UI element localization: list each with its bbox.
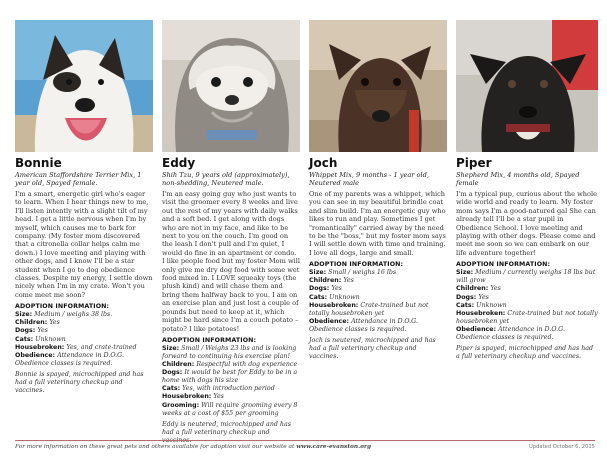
adoption-info-row bbox=[162, 393, 300, 401]
adoption-info-row bbox=[162, 402, 300, 418]
pet-name: Eddy bbox=[162, 156, 196, 170]
info-label: Obedience: bbox=[15, 351, 56, 359]
joch-photo bbox=[309, 20, 447, 152]
adoption-info-row bbox=[309, 285, 447, 293]
info-value: Yes bbox=[213, 393, 224, 401]
info-value: Yes bbox=[343, 277, 354, 285]
pet-bio: I'm a typical pup, curious about the whole wide world and ready to learn. My foster mom says I'm a good-natured gal She can already tell I'll be a star pupil in Obedience School. I love meeting and playing with other dogs. Please come and meet me soon so we can embark on our life adventure together! bbox=[456, 190, 597, 257]
info-value: Respectful with dog experience bbox=[196, 361, 298, 369]
info-label: Size: bbox=[309, 269, 327, 277]
eddy-photo bbox=[162, 20, 300, 152]
adoption-info-row bbox=[15, 352, 153, 368]
adoption-info-row bbox=[15, 336, 153, 344]
pet-card-piper bbox=[456, 20, 598, 361]
bonnie-photo bbox=[15, 20, 153, 152]
pet-note: Bonnie is spayed, microchipped and has had a full veterinary checkup and vaccines. bbox=[15, 370, 144, 395]
info-label: Cats: bbox=[456, 301, 475, 309]
adoption-info-heading: ADOPTION INFORMATION: bbox=[162, 336, 257, 344]
info-label: Housebroken: bbox=[15, 343, 65, 351]
adoption-info-row bbox=[456, 285, 598, 293]
adoption-info-row bbox=[15, 344, 153, 352]
pet-bio: One of my parents was a whippet, which you can see in my beautiful brindle coat and slim build. I'm an energetic guy who likes to run and play. Sometimes I get "romantically" carried away by the need to be the "boss," but my foster mom says I will settle down with time and training. I love all dogs, large and small. bbox=[309, 190, 446, 257]
info-label: Obedience: bbox=[309, 317, 350, 325]
info-label: Dogs: bbox=[456, 293, 477, 301]
info-value: Medium / currently weighs 18 lbs but will grow bbox=[456, 269, 596, 285]
info-label: Size: bbox=[456, 269, 474, 277]
pet-card-eddy bbox=[162, 20, 300, 445]
info-label: Housebroken: bbox=[309, 301, 359, 309]
footer-divider bbox=[15, 440, 595, 441]
info-value: Small / weighs 16 lbs bbox=[328, 269, 397, 277]
info-value: Attendance in D.O.G. Obedience classes is required. bbox=[15, 351, 124, 367]
info-value: Yes bbox=[490, 285, 501, 293]
adoption-info-row bbox=[456, 269, 598, 285]
adoption-info-row bbox=[309, 269, 447, 277]
info-label: Dogs: bbox=[162, 369, 183, 377]
pet-bio: I'm an easy going guy who just wants to visit the groomer every 8 weeks and live out the rest of my years with daily walks and a soft bed. I get along with dogs who are not in my face, and like to be next to you on the couch. I'm good on the leash I don't pull and I'm quiet, I would do fine in an apartment or condo. I like people food but my foster Mom will only give me dry dog food with some wet food mixed in. I LOVE squeaky toys (the plush kind) and will chase them and bring them halfway back to you. I am on an exercise plan and just lost a couple of pounds but need to keep at it, which might be hard since I'm a couch potato – potato? I like potatoes! bbox=[162, 190, 300, 333]
footer-message: For more information on these great pets and others available for adoption visit our website at bbox=[15, 444, 295, 450]
piper-photo bbox=[456, 20, 598, 152]
pet-card-bonnie bbox=[15, 20, 153, 395]
pet-listing bbox=[15, 20, 598, 436]
info-label: Housebroken: bbox=[162, 393, 212, 401]
adoption-info-row bbox=[162, 385, 300, 393]
info-value: It would be best for Eddy to be in a home with dogs his size bbox=[162, 369, 298, 385]
pet-breed: Shepherd Mix, 4 months old, Spayed female bbox=[456, 171, 580, 187]
pet-bio: I'm a smart, energetic girl who's eager to learn. When I hear things new to me, I'll listen intently with a slight tilt of my head. I get a little nervous when I'm by myself, which causes me to bark for company. (My foster mom discovered that a citronella collar helps calm me down.) I love meeting and playing with other dogs, and I know I'll be a star student when I go to dog obedience classes. Despite my energy, I settle down nicely when I'm in my crate. Won't you come meet me soon? bbox=[15, 190, 153, 299]
adoption-info-heading: ADOPTION INFORMATION: bbox=[309, 261, 404, 269]
info-label: Cats: bbox=[162, 385, 181, 393]
adoption-info-row bbox=[456, 294, 598, 302]
pet-breed: Shih Tzu, 9 years old (approximately), non-shedding, Neutered male. bbox=[162, 171, 290, 187]
adoption-info-heading: ADOPTION INFORMATION: bbox=[15, 303, 110, 311]
pet-breed: American Staffordshire Terrier Mix, 1 year old, Spayed female. bbox=[15, 171, 142, 187]
info-value: Will require grooming every 8 weeks at a cost of $55 per grooming bbox=[162, 401, 298, 417]
info-label: Dogs: bbox=[15, 327, 36, 335]
adoption-info-row bbox=[309, 318, 447, 334]
footer-text bbox=[15, 444, 595, 450]
info-label: Size: bbox=[162, 344, 180, 352]
info-label: Children: bbox=[456, 285, 489, 293]
info-value: Yes bbox=[49, 319, 60, 327]
info-value: Yes, with introduction period bbox=[182, 385, 275, 393]
info-value: Yes bbox=[331, 285, 342, 293]
adoption-info-row bbox=[162, 361, 300, 369]
adoption-info-row bbox=[162, 369, 300, 385]
info-label: Obedience: bbox=[456, 325, 497, 333]
pet-name: Joch bbox=[309, 156, 338, 170]
info-label: Children: bbox=[15, 319, 48, 327]
info-value: Yes bbox=[478, 293, 489, 301]
info-value: Attendance in D.O.G. Obedience classes is required. bbox=[309, 317, 418, 333]
info-label: Cats: bbox=[309, 293, 328, 301]
pet-name: Piper bbox=[456, 156, 492, 170]
adoption-info-row bbox=[15, 319, 153, 327]
pet-note: Joch is neutered, microchipped and has had a full veterinary checkup and vaccines. bbox=[309, 337, 436, 361]
adoption-info-row bbox=[456, 302, 598, 310]
info-value: Unknown bbox=[35, 335, 66, 343]
info-value: Yes, and crate-trained bbox=[66, 343, 137, 351]
info-label: Dogs: bbox=[309, 285, 330, 293]
pet-card-joch bbox=[309, 20, 447, 361]
pet-note: Piper is spayed, microchipped and has had a full veterinary checkup and vaccines. bbox=[456, 345, 594, 361]
info-value: Crate-trained but not totally housebroken yet bbox=[456, 309, 598, 325]
adoption-info-row bbox=[15, 327, 153, 335]
info-label: Grooming: bbox=[162, 401, 200, 409]
info-label: Housebroken: bbox=[456, 309, 506, 317]
adoption-info-row bbox=[309, 302, 447, 318]
adoption-info-heading: ADOPTION INFORMATION: bbox=[456, 261, 551, 269]
adoption-info-row bbox=[456, 310, 598, 326]
pet-breed: Whippet Mix, 9 months - 1 year old, Neutered male bbox=[309, 171, 429, 187]
website-link[interactable]: www.care-evanston.org bbox=[296, 444, 372, 450]
updated-date: Updated October 6, 2015 bbox=[529, 444, 595, 450]
info-label: Children: bbox=[309, 277, 342, 285]
adoption-info-row bbox=[162, 345, 300, 361]
info-label: Children: bbox=[162, 361, 195, 369]
pet-note: Eddy is neutered, microchipped and has had a full veterinary checkup and bbox=[162, 420, 291, 436]
adoption-info-row bbox=[309, 277, 447, 285]
info-label: Size: bbox=[15, 311, 33, 319]
info-value: Attendance in D.O.G. Obedience classes is required. bbox=[456, 325, 565, 341]
info-value: Medium / weighs 38 lbs. bbox=[34, 311, 113, 319]
info-value: Yes bbox=[37, 327, 48, 335]
info-value: Small / Weighs 23 lbs and is looking forward to continuing his exercise plan! bbox=[162, 344, 297, 360]
pet-name: Bonnie bbox=[15, 156, 62, 170]
adoption-info-row bbox=[309, 294, 447, 302]
adoption-info-row bbox=[456, 326, 598, 342]
info-value: Unknown bbox=[476, 301, 507, 309]
info-value: Unknown bbox=[329, 293, 360, 301]
info-value: Crate-trained but not totally housebroken yet bbox=[309, 301, 429, 317]
info-label: Cats: bbox=[15, 335, 34, 343]
adoption-info-row bbox=[15, 311, 153, 319]
